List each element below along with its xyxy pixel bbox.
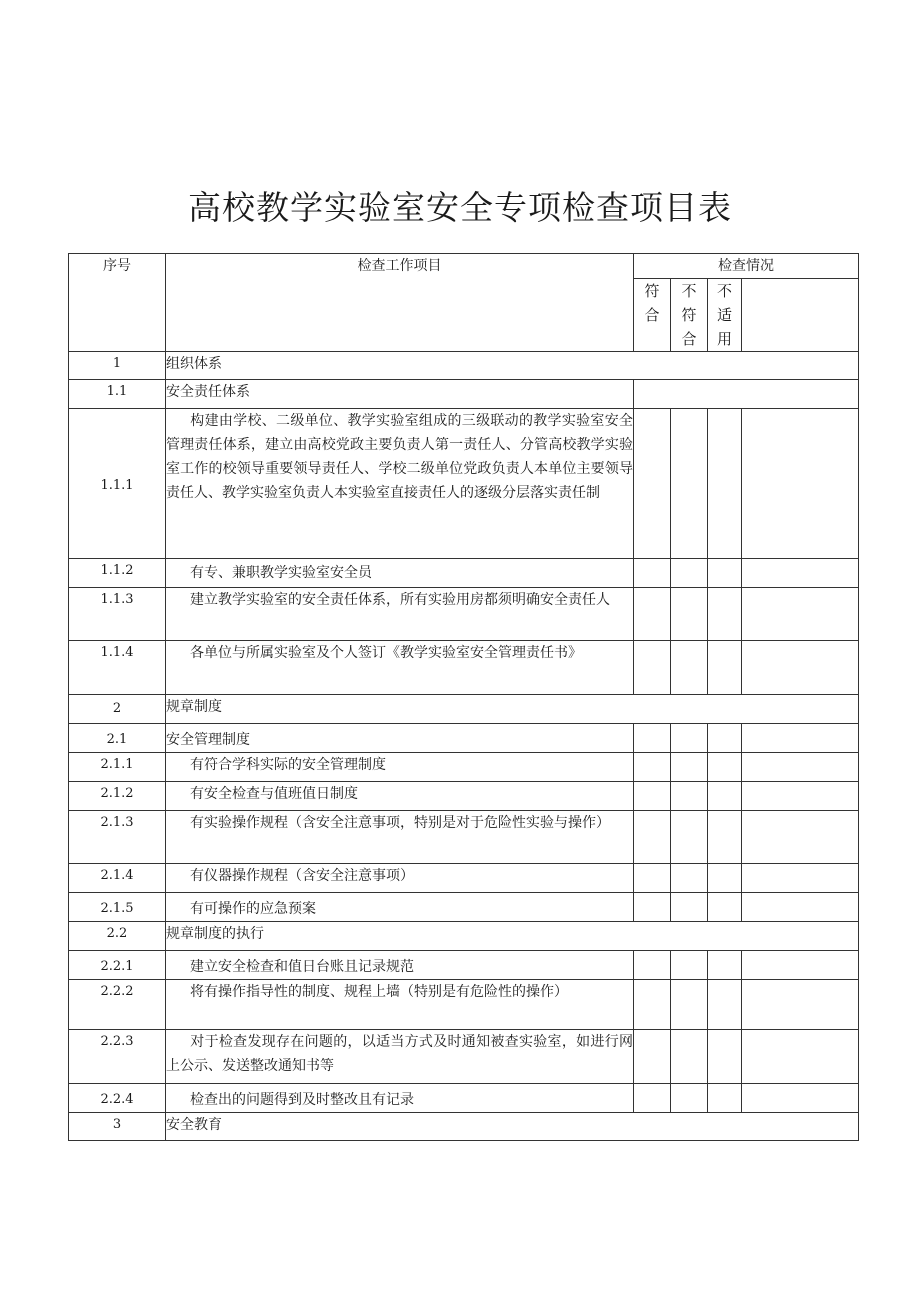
check-cell-noncomply[interactable]: [671, 951, 708, 980]
row-seq: 1: [69, 352, 166, 380]
row-item: 各单位与所属实验室及个人签订《教学实验室安全管理责任书》: [166, 641, 634, 695]
header-seq: 序号: [69, 254, 166, 352]
table-row: [69, 811, 859, 864]
row-seq: 2.1.1: [69, 753, 166, 782]
table-row: [69, 753, 859, 782]
check-cell-note[interactable]: [742, 559, 859, 588]
check-cell-note[interactable]: [742, 893, 859, 922]
table-row: [69, 951, 859, 980]
check-cell-noncomply[interactable]: [671, 811, 708, 864]
table-row: [69, 1084, 859, 1113]
check-cell-comply[interactable]: [634, 753, 671, 782]
row-seq: 2.1.3: [69, 811, 166, 864]
row-item: 建立安全检查和值日台账且记录规范: [166, 951, 634, 980]
table-row: [69, 588, 859, 641]
check-cell-na[interactable]: [708, 724, 742, 753]
table-row: [69, 352, 859, 380]
row-item: 构建由学校、二级单位、教学实验室组成的三级联动的教学实验室安全管理责任体系，建立由高校党政主要负责人第一责任人、分管高校教学实验室工作的校领导重要领导责任人、学校二级单位党政负责人本单位主要领导责任人、教学实验室负责人本实验室直接责任人的逐级分层落实责任制: [166, 409, 634, 559]
check-cell-na[interactable]: [708, 782, 742, 811]
check-cell-noncomply[interactable]: [671, 753, 708, 782]
row-item: 安全教育: [166, 1113, 859, 1141]
check-cell-noncomply[interactable]: [671, 782, 708, 811]
row-seq: 2.2: [69, 922, 166, 951]
check-cell-comply[interactable]: [634, 724, 671, 753]
check-cell-noncomply[interactable]: [671, 588, 708, 641]
check-cell[interactable]: [634, 380, 859, 409]
page-title: 高校教学实验室安全专项检查项目表: [188, 188, 732, 227]
table-header-row: [69, 254, 859, 279]
check-cell-noncomply[interactable]: [671, 641, 708, 695]
table-row: [69, 380, 859, 409]
check-cell-na[interactable]: [708, 1084, 742, 1113]
check-cell-na[interactable]: [708, 951, 742, 980]
check-cell-comply[interactable]: [634, 1030, 671, 1084]
row-item: 有安全检查与值班值日制度: [166, 782, 634, 811]
check-cell-noncomply[interactable]: [671, 864, 708, 893]
row-seq: 2: [69, 695, 166, 724]
row-item: 有可操作的应急预案: [166, 893, 634, 922]
check-cell-na[interactable]: [708, 864, 742, 893]
row-seq: 1.1.1: [69, 409, 166, 559]
header-noncomply: 不 符 合: [671, 279, 708, 352]
inspection-table: [68, 253, 859, 1141]
check-cell-na[interactable]: [708, 893, 742, 922]
check-cell-na[interactable]: [708, 559, 742, 588]
check-cell-na[interactable]: [708, 1030, 742, 1084]
header-blank: [742, 279, 859, 352]
check-cell-note[interactable]: [742, 409, 859, 559]
check-cell-noncomply[interactable]: [671, 1030, 708, 1084]
check-cell-note[interactable]: [742, 782, 859, 811]
check-cell-noncomply[interactable]: [671, 980, 708, 1030]
row-item: 有专、兼职教学实验室安全员: [166, 559, 634, 588]
check-cell-na[interactable]: [708, 811, 742, 864]
table-row: [69, 1030, 859, 1084]
check-cell-na[interactable]: [708, 588, 742, 641]
check-cell-note[interactable]: [742, 753, 859, 782]
check-cell-noncomply[interactable]: [671, 1084, 708, 1113]
check-cell-comply[interactable]: [634, 811, 671, 864]
table-row: [69, 559, 859, 588]
row-seq: 2.1.5: [69, 893, 166, 922]
check-cell-note[interactable]: [742, 980, 859, 1030]
check-cell-noncomply[interactable]: [671, 559, 708, 588]
check-cell-noncomply[interactable]: [671, 893, 708, 922]
check-cell-noncomply[interactable]: [671, 409, 708, 559]
row-item: 规章制度: [166, 695, 859, 724]
check-cell-na[interactable]: [708, 980, 742, 1030]
row-seq: 1.1: [69, 380, 166, 409]
check-cell-comply[interactable]: [634, 641, 671, 695]
header-item: 检查工作项目: [166, 254, 634, 352]
check-cell-noncomply[interactable]: [671, 724, 708, 753]
row-seq: 2.2.3: [69, 1030, 166, 1084]
table-row: [69, 893, 859, 922]
check-cell-comply[interactable]: [634, 1084, 671, 1113]
row-item: 安全管理制度: [166, 724, 634, 753]
check-cell-note[interactable]: [742, 641, 859, 695]
row-seq: 2.1.4: [69, 864, 166, 893]
row-seq: 1.1.4: [69, 641, 166, 695]
table-row: [69, 724, 859, 753]
check-cell-na[interactable]: [708, 409, 742, 559]
header-status-group: 检查情况: [634, 254, 859, 279]
table-row: [69, 922, 859, 951]
check-cell-comply[interactable]: [634, 409, 671, 559]
row-seq: 3: [69, 1113, 166, 1141]
check-cell-comply[interactable]: [634, 559, 671, 588]
row-item: 组织体系: [166, 352, 859, 380]
table-row: [69, 409, 859, 559]
check-cell-comply[interactable]: [634, 782, 671, 811]
check-cell-note[interactable]: [742, 588, 859, 641]
row-item: 安全责任体系: [166, 380, 634, 409]
row-seq: 1.1.3: [69, 588, 166, 641]
table-row: [69, 695, 859, 724]
check-cell-note[interactable]: [742, 724, 859, 753]
row-item: 检查出的问题得到及时整改且有记录: [166, 1084, 634, 1113]
row-seq: 2.1: [69, 724, 166, 753]
check-cell-note[interactable]: [742, 951, 859, 980]
row-seq: 2.2.2: [69, 980, 166, 1030]
row-seq: 2.1.2: [69, 782, 166, 811]
check-cell-note[interactable]: [742, 1030, 859, 1084]
row-seq: 2.2.1: [69, 951, 166, 980]
table-row: [69, 782, 859, 811]
row-seq: 2.2.4: [69, 1084, 166, 1113]
table-row: [69, 980, 859, 1030]
check-cell-comply[interactable]: [634, 864, 671, 893]
table-row: [69, 1113, 859, 1141]
check-cell-comply[interactable]: [634, 951, 671, 980]
check-cell-na[interactable]: [708, 641, 742, 695]
row-item: 将有操作指导性的制度、规程上墙（特别是有危险性的操作）: [166, 980, 634, 1030]
row-item: 有实验操作规程（含安全注意事项，特别是对于危险性实验与操作）: [166, 811, 634, 864]
row-item: 有仪器操作规程（含安全注意事项）: [166, 864, 634, 893]
header-comply: 符 合: [634, 279, 671, 352]
check-cell-note[interactable]: [742, 811, 859, 864]
check-cell-na[interactable]: [708, 753, 742, 782]
row-seq: 1.1.2: [69, 559, 166, 588]
row-item: 有符合学科实际的安全管理制度: [166, 753, 634, 782]
row-item: 规章制度的执行: [166, 922, 859, 951]
check-cell-note[interactable]: [742, 864, 859, 893]
row-item: 建立教学实验室的安全责任体系，所有实验用房都须明确安全责任人: [166, 588, 634, 641]
check-cell-comply[interactable]: [634, 893, 671, 922]
check-cell-comply[interactable]: [634, 588, 671, 641]
table-row: [69, 864, 859, 893]
header-na: 不 适 用: [708, 279, 742, 352]
check-cell-comply[interactable]: [634, 980, 671, 1030]
table-row: [69, 641, 859, 695]
row-item: 对于检查发现存在问题的，以适当方式及时通知被查实验室，如进行网上公示、发送整改通知书等: [166, 1030, 634, 1084]
check-cell-note[interactable]: [742, 1084, 859, 1113]
